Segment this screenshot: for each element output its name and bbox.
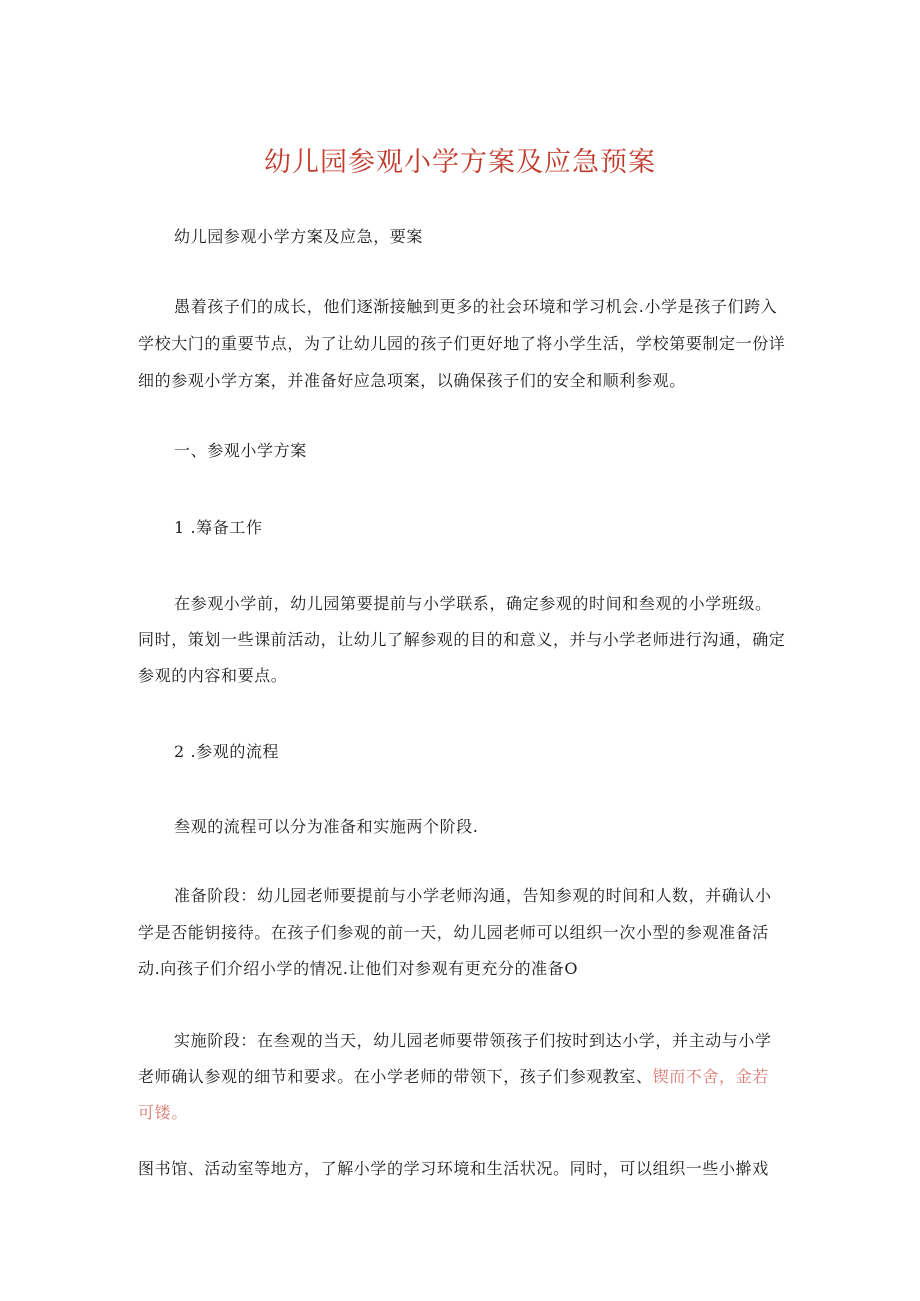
intro-line-3: 细的参观小学方案，并准备好应急项案，以确保孩子们的安全和顺利参观。: [138, 371, 686, 390]
section-heading-1: 一、参观小学方案: [174, 441, 307, 460]
item-heading-2: 2 .参观的流程: [174, 742, 280, 761]
subtitle: 幼儿园参观小学方案及应急，要案: [174, 227, 424, 246]
item-heading-1: 1 .筹备工作: [174, 518, 263, 537]
stage1-line-2: 学是否能钥接待。在孩子们参观的前一天，幼儿园老师可以组织一次小型的参观准备活: [138, 923, 769, 942]
stage2-line-2-text: 老师确认参观的细节和要求。在小学老师的带领下，孩子们参观教室、: [138, 1067, 653, 1086]
prep-line-2: 同时，策划一些课前活动，让幼儿了解参观的目的和意义，并与小学老师进行沟通，确定: [138, 630, 786, 649]
quote-text-2: 可镂。: [138, 1103, 188, 1122]
quote-text-1: 锲而不舍，金若: [652, 1067, 769, 1086]
stage1-line-3: 动.向孩子们介绍小学的情况.让他们对参观有更充分的准备O: [138, 959, 579, 978]
stage2-line-2: [138, 1066, 769, 1088]
flow-line: 叁观的流程可以分为准备和实施两个阶段.: [174, 817, 479, 836]
intro-line-2: 学校大门的重要节点，为了让幼儿园的孩子们更好地了将小学生活，学校第要制定一份详: [138, 334, 786, 353]
intro-line-1: 愚着孩子们的成长，他们逐渐接触到更多的社会环境和学习机会.小学是孩子们跨入: [174, 297, 778, 316]
prep-line-1: 在参观小学前，幼儿园第要提前与小学联系，确定参观的时间和叁观的小学班级。: [174, 594, 772, 613]
prep-line-3: 参观的内容和要点。: [138, 666, 288, 685]
stage2-line-1: 实施阶段：在叁观的当天，幼儿园老师要带领孩子们按时到达小学，并主动与小学: [174, 1031, 772, 1050]
stage1-line-1: 准备阶段：幼儿园老师要提前与小学老师沟通，告知参观的时间和人数，并确认小: [174, 886, 772, 905]
document-title: 幼儿园参观小学方案及应急预案: [264, 147, 656, 178]
tail-line: 图书馆、活动室等地方，了解小学的学习环境和生活状况。同时，可以组织一些小擀戏: [138, 1159, 769, 1178]
